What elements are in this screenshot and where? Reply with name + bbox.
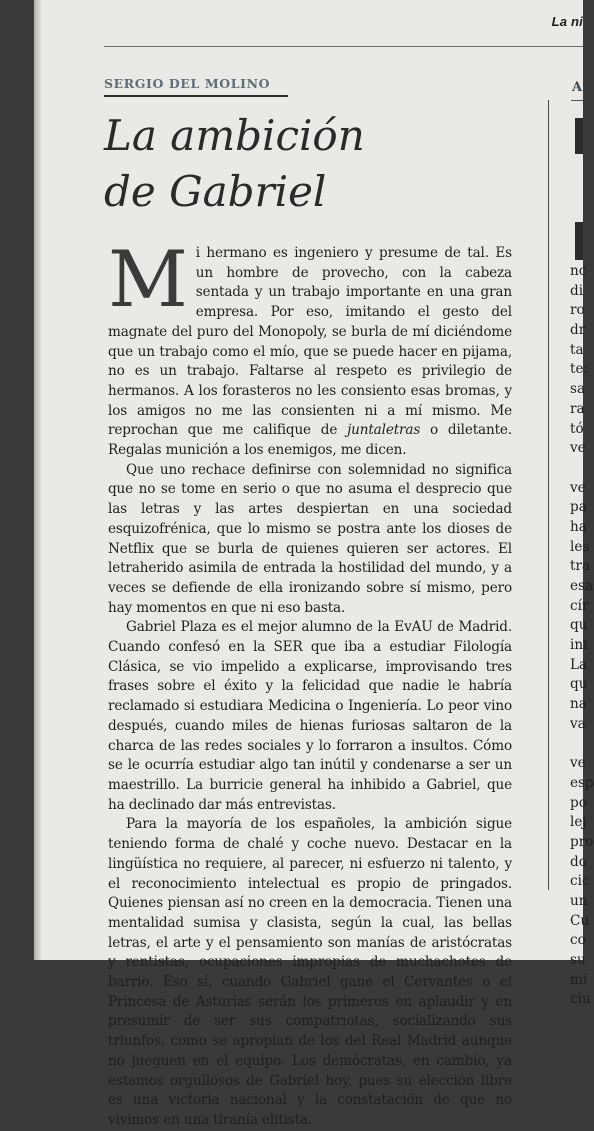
next-column-rule [571,100,583,101]
next-column-line: qu [570,676,588,693]
next-column-line: di [570,282,584,299]
paragraph-1-text-a: i hermano es ingeniero y presume de tal. Es un hombre de provecho, con la cabeza sentada y un trabajo importante en una gran empresa. Por eso, imitando el gesto del magnate del puro del Monopoly, se burla de mí diciéndome que un trabajo como el mío, que se puede hacer en pijama, no es un trabajo. Faltarse al respeto es privilegio de hermanos. A los forasteros no les consiento esas bromas, y los amigos no me las consienten ni a mí mismo. Me reprochan que me califique de [108,245,512,439]
next-column-line: esp [570,774,594,791]
next-column-line: va [570,715,586,732]
next-column-line: nc [570,263,587,279]
drop-cap: M [108,235,188,325]
next-column-dropcap-fragment [575,222,583,260]
next-column-line [570,735,590,755]
next-column-line: te: [570,361,589,378]
next-column-title-fragment [575,118,583,154]
next-column-line: qu [570,617,588,634]
paragraph-1-italic: juntaletras [347,422,421,439]
column-divider [548,100,549,890]
paragraph-4: Para la mayoría de los españoles, la ambición sigue teniendo forma de chalé y coche nuevo. Destacar en la lingüística no requiere, al parecer, ni esfuerzo ni talento, y el reconocimiento intelectual es propio de pringados. Quienes piensan así no creen en la democracia. Tienen una mentalidad sumisa y clasista, según la cual, las bellas letras, el arte y el pensamiento son manías de aristócratas y rentistas, ocupaciones impropias de muchachotes de barrio. Eso sí, cuando Gabriel gane el Cervantes o el Princesa de Asturias serán los primeros en aplaudir y en presumir de ser sus compatriotas, socializando sus triunfos, como se apropian de los del Real Madrid aunque no jueguen en el equipo. Los demócratas, en cambio, ya estamos orgullosos de Gabriel hoy, pues su elección libre es una victoria nacional y la constatación de que no vivimos en una tiranía elitista. [108,816,512,1128]
next-column-line: sa [570,381,586,398]
next-column-line: cír [570,597,589,614]
next-column-line: ciu [570,991,591,1008]
next-column-line: ve [570,479,586,496]
paragraph-2: Que uno rechace definirse con solemnidad no significa que no se tome en serio o que no asuma el desprecio que las letras y las artes despiertan en una sociedad esquizofrénica, que lo mismo se postra ante los dioses de Netflix que se burla de quienes quieren ser actores. El letraherido asimila de entrada la hostilidad del mundo, y a veces se defiende de ella ironizando sobre sí mismo, pero hay momentos en que ni eso basta. [108,461,512,616]
next-column-line: La [570,656,588,673]
next-column-line: esa [570,578,594,594]
header-divider [104,46,583,47]
next-column-text [570,262,594,1010]
next-column-line: mi [570,971,588,988]
paragraph-1-text-b: o diletante. Regalas munición a los enemigos, me dicen. [108,422,512,459]
next-column-line: ha [570,518,587,535]
next-column-line: un [570,893,588,909]
article-title [104,108,504,220]
next-column-line: tra [570,558,591,575]
next-column-line: Cu [570,912,590,929]
next-column-heading: A [572,80,583,95]
byline-underline [104,95,288,97]
next-column-line: ta [570,341,584,358]
author-byline: SERGIO DEL MOLINO [104,76,271,91]
paragraph-1 [108,235,512,461]
next-column-line: ve [570,755,586,772]
next-column-line: int [570,637,589,654]
section-header-label: La ni [551,14,583,29]
next-column-line: ve [570,440,586,457]
next-column-line: cic [570,873,590,890]
next-column-line: les [570,538,590,555]
next-column-line [570,459,590,479]
next-column-line: pro [570,833,594,850]
title-line-1: La ambición [104,111,365,160]
next-column-line: ro [570,302,585,319]
article-body [108,235,512,1131]
paragraph-3: Gabriel Plaza es el mejor alumno de la EvAU de Madrid. Cuando confesó en la SER que iba a estudiar Filología Clásica, se vio impelido a explicarse, improvisando tres frases sobre el éxito y la felicidad que nadie le habría reclamado si estudiara Medicina o Ingeniería. Lo peor vino después, cuando miles de hienas furiosas saltaron de la charca de las redes sociales y lo forraron a insultos. Cómo se le ocurría estudiar algo tan inútil y condenarse a ser un maestrillo. La burricie general ha inhibido a Gabriel, que ha declinado dar más entrevistas. [108,619,512,813]
next-column-line: dr [570,322,586,339]
next-column-line: co [570,932,586,949]
page-shadow [34,0,42,960]
next-column-line: do [570,853,587,870]
next-column-line: pa [570,499,587,516]
next-column-line: po [570,794,587,811]
next-column-line: na [570,696,587,713]
title-line-2: de Gabriel [104,167,327,216]
next-column-line: ra [570,400,585,417]
next-column-line: tó [570,420,584,437]
next-column-line: lej [570,814,587,831]
next-column-line: su [570,952,586,969]
